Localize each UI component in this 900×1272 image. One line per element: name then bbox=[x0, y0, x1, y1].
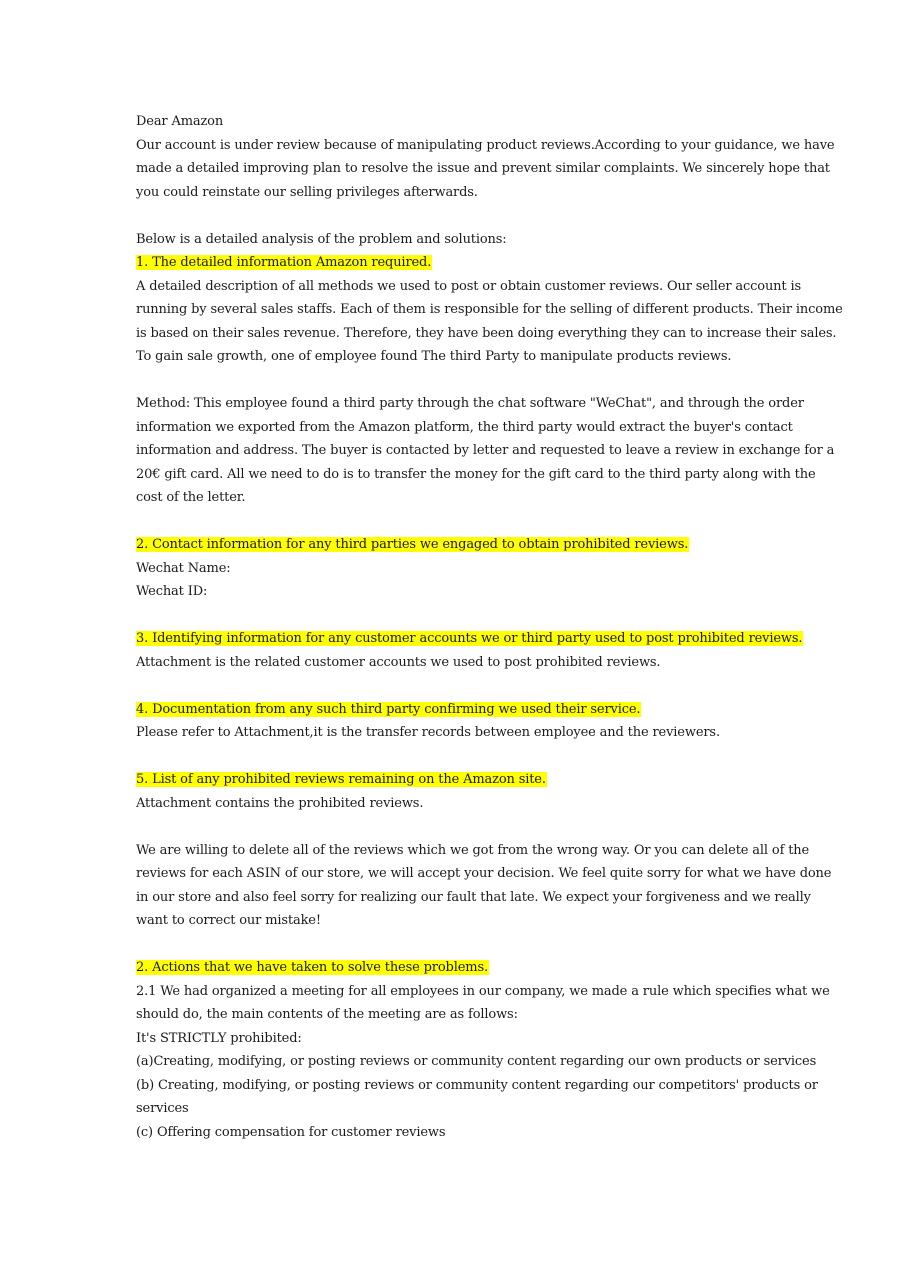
section3-heading: 3. Identifying information for any customer accounts we or third party used to post prohibited reviews. bbox=[136, 631, 803, 646]
section3-heading-line bbox=[136, 627, 803, 651]
section1-paragraph-line: running by several sales staffs. Each of them is responsible for the selling of different products. Their income bbox=[136, 302, 843, 317]
wechat-id-label: Wechat ID: bbox=[136, 584, 208, 599]
section5-heading: 5. List of any prohibited reviews remaining on the Amazon site. bbox=[136, 772, 546, 787]
letter-body bbox=[136, 110, 843, 1144]
apology-line: We are willing to delete all of the reviews which we got from the wrong way. Or you can delete all of the bbox=[136, 842, 810, 858]
section4-heading-line bbox=[136, 698, 776, 722]
section1-heading: 1. The detailed information Amazon required. bbox=[136, 255, 432, 270]
method-line: 20€ gift card. All we need to do is to transfer the money for the gift card to the third party along with the bbox=[136, 466, 816, 482]
greeting: Dear Amazon bbox=[136, 114, 224, 129]
intro-line: you could reinstate our selling privileges afterwards. bbox=[136, 184, 478, 200]
actions-line: services bbox=[136, 1101, 189, 1116]
actions-heading-line bbox=[136, 956, 776, 980]
section2-heading-line bbox=[136, 533, 776, 557]
blank-line bbox=[136, 815, 776, 839]
method-line: cost of the letter. bbox=[136, 490, 246, 505]
intro-line: made a detailed improving plan to resolve the issue and prevent similar complaints. We sincerely hope that bbox=[136, 161, 830, 176]
section1-paragraph-line: is based on their sales revenue. Therefore, they have been doing everything they can to increase their sales. bbox=[136, 325, 837, 341]
section5-heading-line bbox=[136, 768, 776, 792]
actions-heading: 2. Actions that we have taken to solve these problems. bbox=[136, 960, 488, 975]
blank-line bbox=[136, 369, 776, 393]
actions-line: 2.1 We had organized a meeting for all employees in our company, we made a rule which specifies what we bbox=[136, 983, 830, 999]
apology-line: reviews for each ASIN of our store, we will accept your decision. We feel quite sorry for what we have done bbox=[136, 866, 832, 881]
section4-text: Please refer to Attachment,it is the transfer records between employee and the reviewers. bbox=[136, 725, 720, 740]
blank-line bbox=[136, 674, 776, 698]
blank-line bbox=[136, 933, 776, 957]
method-line: information and address. The buyer is contacted by letter and requested to leave a review in exchange for a bbox=[136, 443, 835, 458]
blank-line bbox=[136, 745, 776, 769]
section2-heading: 2. Contact information for any third parties we engaged to obtain prohibited reviews. bbox=[136, 537, 689, 552]
section1-paragraph-line: A detailed description of all methods we used to post or obtain customer reviews. Our seller account is bbox=[136, 278, 801, 294]
actions-line: (b) Creating, modifying, or posting reviews or community content regarding our competitors' products or bbox=[136, 1077, 818, 1093]
actions-line: It's STRICTLY prohibited: bbox=[136, 1030, 302, 1046]
actions-line: (c) Offering compensation for customer reviews bbox=[136, 1124, 446, 1140]
apology-line: in our store and also feel sorry for realizing our fault that late. We expect your forgiveness and we really bbox=[136, 889, 811, 905]
actions-line: (a)Creating, modifying, or posting reviews or community content regarding our own products or services bbox=[136, 1054, 817, 1069]
wechat-name-label: Wechat Name: bbox=[136, 560, 231, 576]
apology-line: want to correct our mistake! bbox=[136, 913, 321, 928]
intro-line: Our account is under review because of manipulating product reviews.According to your guidance, we have bbox=[136, 137, 835, 153]
section3-text: Attachment is the related customer accounts we used to post prohibited reviews. bbox=[136, 654, 661, 670]
method-line: information we exported from the Amazon platform, the third party would extract the buyer's contact bbox=[136, 419, 793, 435]
blank-line bbox=[136, 204, 776, 228]
section1-heading-line bbox=[136, 251, 776, 275]
section4-heading: 4. Documentation from any such third party confirming we used their service. bbox=[136, 701, 641, 717]
method-line: Method: This employee found a third party through the chat software "WeChat", and through the order bbox=[136, 396, 804, 411]
analysis-intro: Below is a detailed analysis of the problem and solutions: bbox=[136, 231, 507, 247]
blank-line bbox=[136, 604, 776, 628]
section5-text: Attachment contains the prohibited reviews. bbox=[136, 795, 424, 811]
blank-line bbox=[136, 510, 776, 534]
actions-line: should do, the main contents of the meeting are as follows: bbox=[136, 1007, 518, 1022]
section1-paragraph-line: To gain sale growth, one of employee found The third Party to manipulate products reviews. bbox=[136, 349, 732, 364]
